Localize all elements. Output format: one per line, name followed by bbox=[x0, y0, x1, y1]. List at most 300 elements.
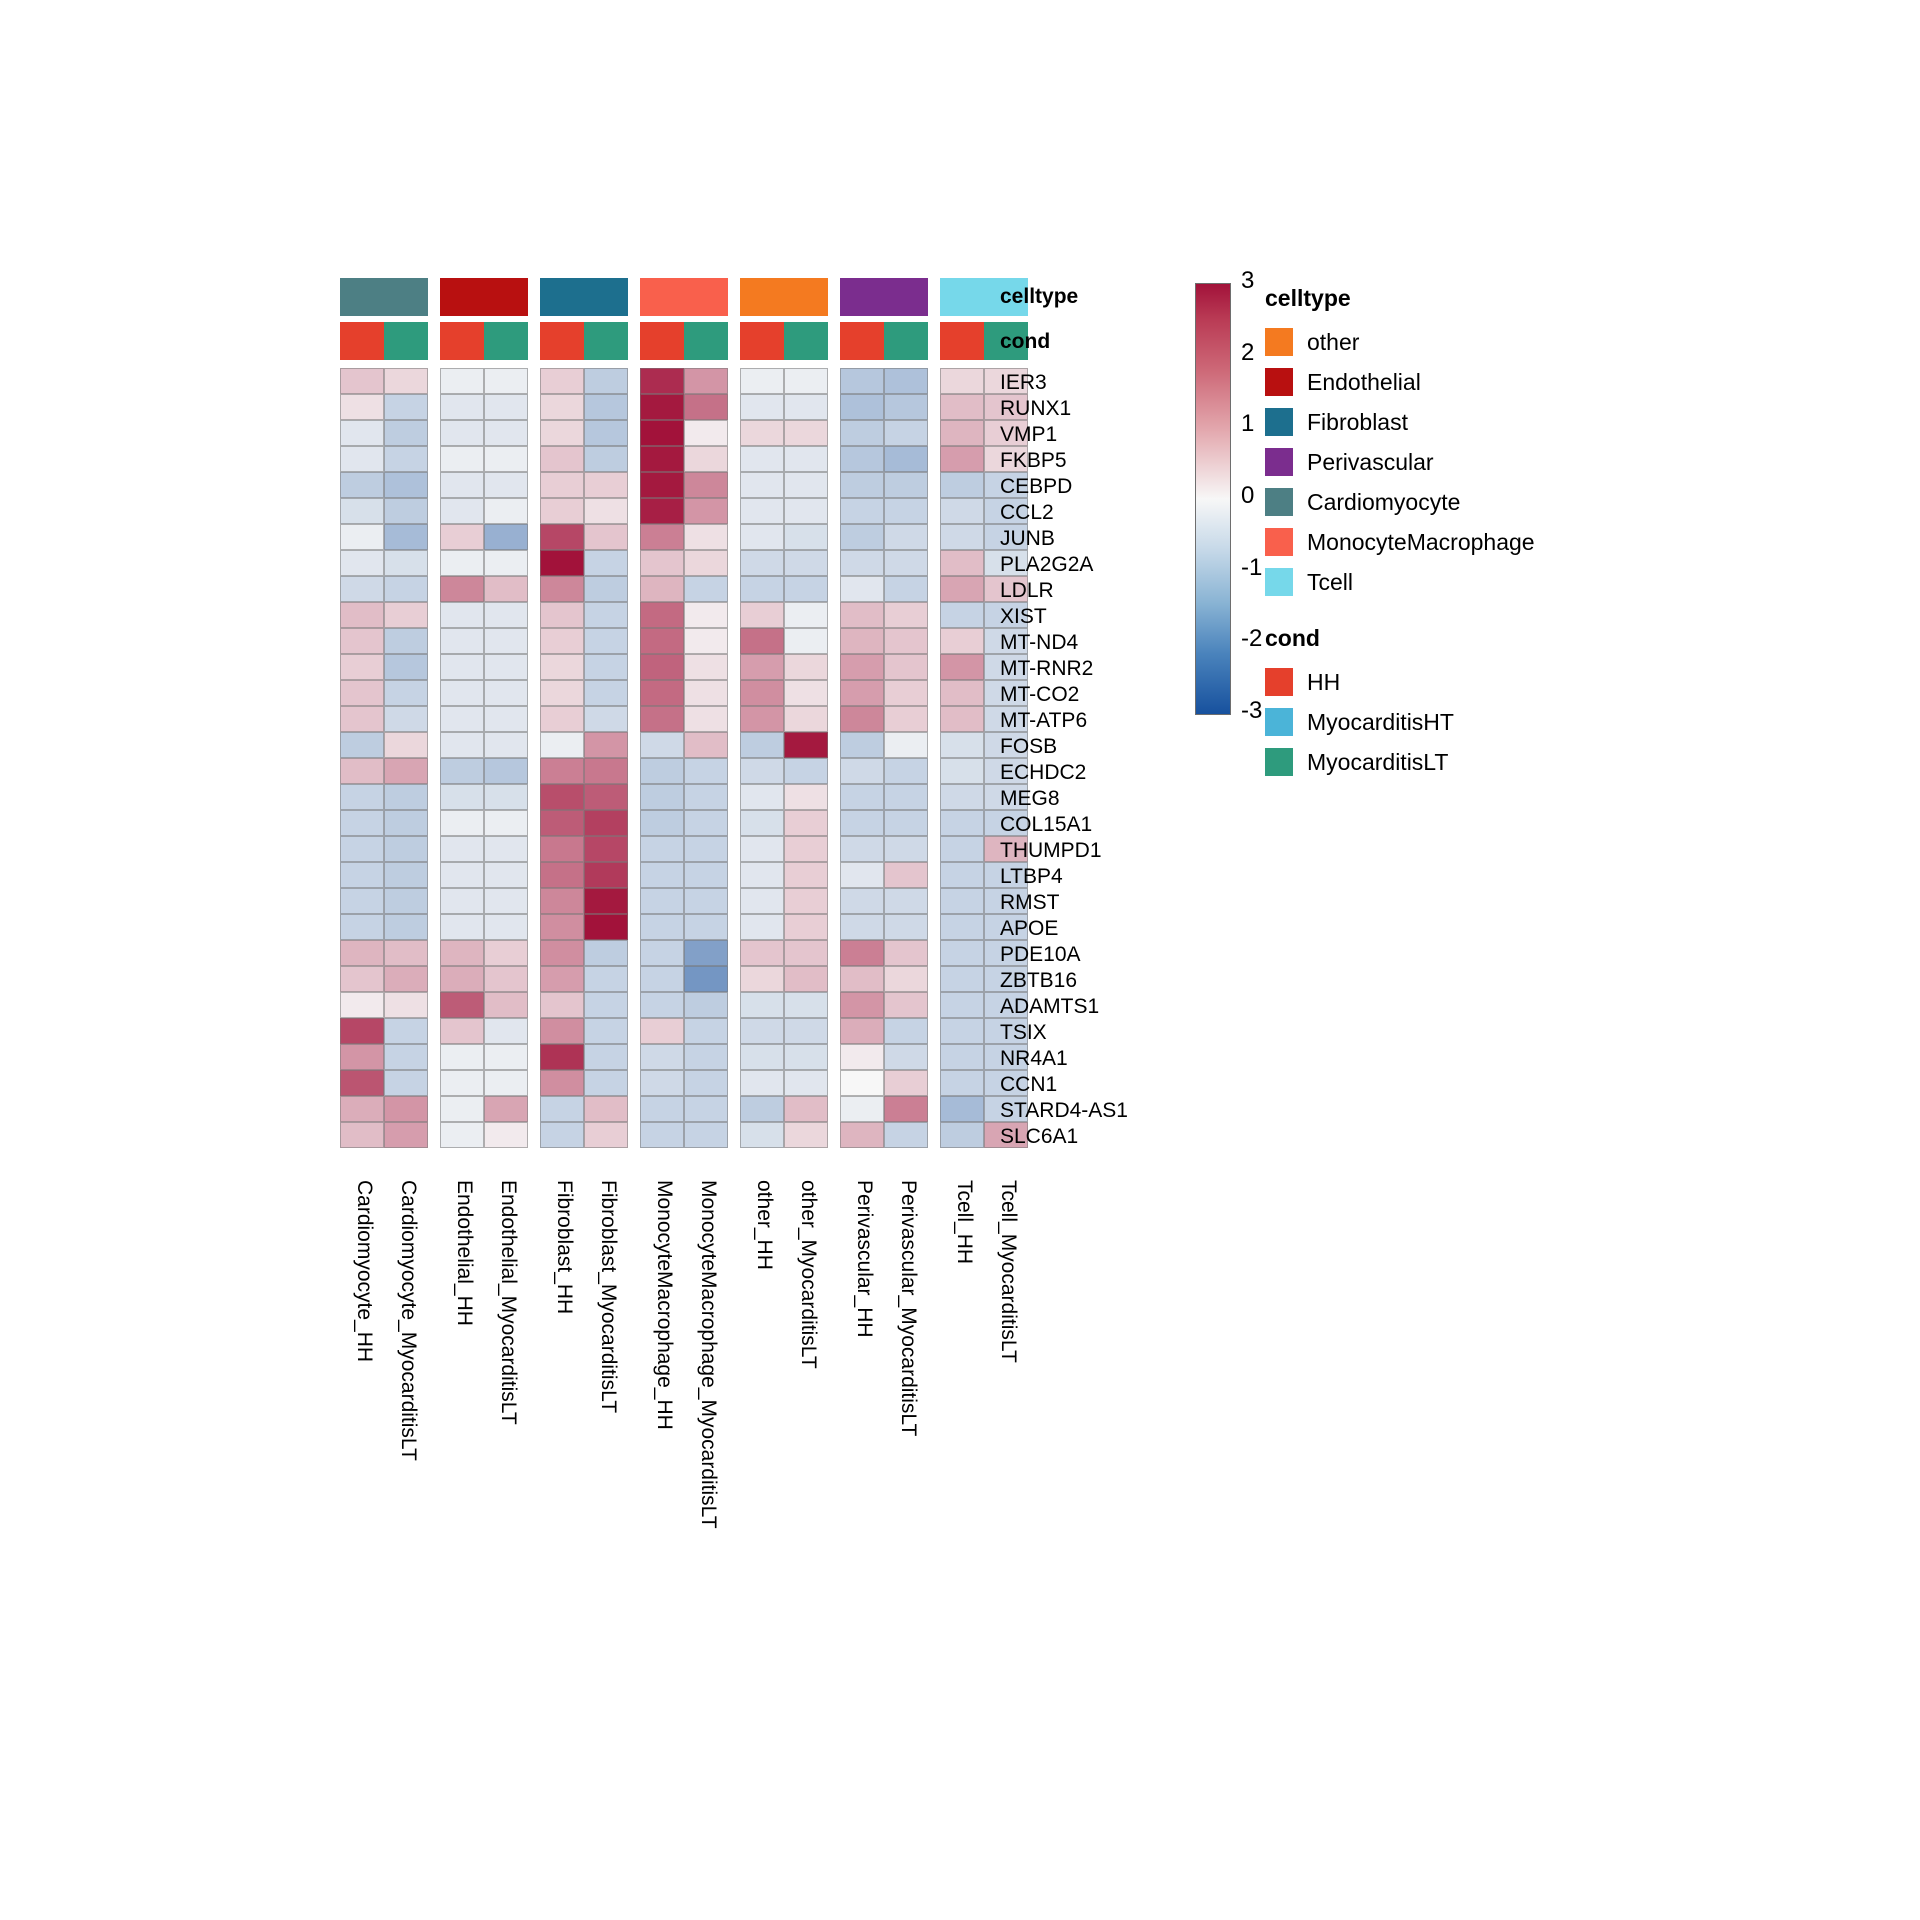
heatmap-cell bbox=[540, 914, 584, 940]
heatmap-row bbox=[340, 472, 1028, 498]
legend-item bbox=[1265, 702, 1454, 742]
celltype-annotation-cell bbox=[584, 278, 628, 316]
heatmap-cell bbox=[940, 966, 984, 992]
heatmap-cell bbox=[484, 680, 528, 706]
heatmap-block-gap bbox=[428, 654, 440, 680]
heatmap-cell bbox=[684, 914, 728, 940]
heatmap-cell bbox=[340, 394, 384, 420]
legend-item bbox=[1265, 362, 1535, 402]
heatmap-cell bbox=[440, 706, 484, 732]
heatmap-cell bbox=[584, 1018, 628, 1044]
heatmap-cell bbox=[484, 1044, 528, 1070]
heatmap-cell bbox=[540, 576, 584, 602]
heatmap-cell bbox=[540, 784, 584, 810]
heatmap-cell bbox=[840, 1070, 884, 1096]
legend-label: Endothelial bbox=[1307, 368, 1421, 395]
heatmap-cell bbox=[940, 394, 984, 420]
heatmap-cell bbox=[540, 524, 584, 550]
legend-item bbox=[1265, 742, 1454, 782]
heatmap-block-gap bbox=[728, 446, 740, 472]
heatmap-cell bbox=[384, 914, 428, 940]
heatmap-cell bbox=[684, 1122, 728, 1148]
heatmap-cell bbox=[684, 550, 728, 576]
legend-item bbox=[1265, 322, 1535, 362]
heatmap-cell bbox=[384, 602, 428, 628]
heatmap-block-gap bbox=[828, 1018, 840, 1044]
heatmap-block-gap bbox=[628, 446, 640, 472]
row-label: CCL2 bbox=[1000, 501, 1054, 524]
heatmap-cell bbox=[740, 732, 784, 758]
legend-swatch bbox=[1265, 528, 1293, 556]
annotation-block-gap bbox=[728, 278, 740, 316]
heatmap-cell bbox=[784, 420, 828, 446]
heatmap-cell bbox=[784, 1096, 828, 1122]
heatmap-cell bbox=[584, 524, 628, 550]
heatmap-cell bbox=[740, 550, 784, 576]
heatmap-cell bbox=[584, 1044, 628, 1070]
heatmap-block-gap bbox=[528, 888, 540, 914]
heatmap-cell bbox=[784, 940, 828, 966]
heatmap-row bbox=[340, 706, 1028, 732]
row-label: THUMPD1 bbox=[1000, 839, 1102, 862]
heatmap-cell bbox=[340, 836, 384, 862]
celltype-annotation-cell bbox=[940, 278, 984, 316]
heatmap-block-gap bbox=[628, 966, 640, 992]
heatmap-cell bbox=[484, 1096, 528, 1122]
celltype-annotation-cell bbox=[540, 278, 584, 316]
heatmap-cell bbox=[884, 472, 928, 498]
heatmap-block-gap bbox=[528, 810, 540, 836]
legend-item bbox=[1265, 562, 1535, 602]
heatmap-cell bbox=[584, 888, 628, 914]
heatmap-cell bbox=[584, 368, 628, 394]
heatmap-cell bbox=[884, 784, 928, 810]
heatmap-cell bbox=[440, 628, 484, 654]
heatmap-cell bbox=[484, 732, 528, 758]
heatmap-row bbox=[340, 420, 1028, 446]
heatmap-cell bbox=[784, 836, 828, 862]
heatmap-block-gap bbox=[428, 550, 440, 576]
heatmap-block-gap bbox=[828, 628, 840, 654]
heatmap-block-gap bbox=[428, 472, 440, 498]
heatmap-row bbox=[340, 914, 1028, 940]
heatmap-cell bbox=[440, 654, 484, 680]
heatmap-block-gap bbox=[928, 758, 940, 784]
heatmap-cell bbox=[784, 862, 828, 888]
heatmap-row bbox=[340, 498, 1028, 524]
heatmap-cell bbox=[840, 1018, 884, 1044]
heatmap-cell bbox=[540, 862, 584, 888]
heatmap-cell bbox=[440, 576, 484, 602]
annotation-block-gap bbox=[428, 322, 440, 360]
heatmap-block-gap bbox=[628, 836, 640, 862]
heatmap-cell bbox=[940, 602, 984, 628]
heatmap-cell bbox=[584, 706, 628, 732]
legend-item bbox=[1265, 662, 1454, 702]
heatmap-cell bbox=[684, 784, 728, 810]
heatmap-block-gap bbox=[728, 628, 740, 654]
legend-item bbox=[1265, 522, 1535, 562]
heatmap-cell bbox=[484, 1018, 528, 1044]
heatmap-block-gap bbox=[528, 446, 540, 472]
heatmap-block-gap bbox=[428, 1018, 440, 1044]
heatmap-cell bbox=[584, 576, 628, 602]
heatmap-cell bbox=[384, 498, 428, 524]
heatmap-cell bbox=[384, 1070, 428, 1096]
heatmap-block-gap bbox=[528, 836, 540, 862]
heatmap-block-gap bbox=[528, 680, 540, 706]
heatmap-cell bbox=[784, 602, 828, 628]
heatmap-cell bbox=[440, 446, 484, 472]
heatmap-cell bbox=[440, 1122, 484, 1148]
heatmap-block-gap bbox=[628, 758, 640, 784]
heatmap-cell bbox=[684, 576, 728, 602]
annotation-block-gap bbox=[428, 278, 440, 316]
heatmap-cell bbox=[340, 550, 384, 576]
heatmap-cell bbox=[740, 1070, 784, 1096]
legend-label: Fibroblast bbox=[1307, 408, 1408, 435]
heatmap-cell bbox=[640, 940, 684, 966]
heatmap-cell bbox=[640, 862, 684, 888]
heatmap-cell bbox=[684, 368, 728, 394]
heatmap-cell bbox=[884, 706, 928, 732]
heatmap-cell bbox=[584, 940, 628, 966]
heatmap-block-gap bbox=[828, 862, 840, 888]
heatmap-cell bbox=[940, 420, 984, 446]
heatmap-cell bbox=[840, 1122, 884, 1148]
celltype-annotation-label: celltype bbox=[1000, 285, 1079, 308]
heatmap-cell bbox=[484, 914, 528, 940]
heatmap-block-gap bbox=[728, 420, 740, 446]
heatmap-cell bbox=[684, 1018, 728, 1044]
heatmap-block-gap bbox=[728, 706, 740, 732]
column-label: Perivascular_HH bbox=[853, 1180, 876, 1338]
celltype-annotation-cell bbox=[840, 278, 884, 316]
celltype-annotation-cell bbox=[684, 278, 728, 316]
heatmap-cell bbox=[740, 524, 784, 550]
heatmap-cell bbox=[840, 1096, 884, 1122]
heatmap-block-gap bbox=[728, 680, 740, 706]
heatmap-block-gap bbox=[828, 966, 840, 992]
annotation-block-gap bbox=[828, 322, 840, 360]
column-label: Cardiomyocyte_HH bbox=[353, 1180, 376, 1363]
heatmap-cell bbox=[684, 654, 728, 680]
row-label: PDE10A bbox=[1000, 943, 1081, 966]
celltype-annotation-cell bbox=[384, 278, 428, 316]
heatmap-cell bbox=[640, 914, 684, 940]
heatmap-cell bbox=[484, 758, 528, 784]
heatmap-block-gap bbox=[528, 1096, 540, 1122]
heatmap-cell bbox=[384, 810, 428, 836]
heatmap-cell bbox=[540, 498, 584, 524]
heatmap-cell bbox=[484, 836, 528, 862]
row-label: FKBP5 bbox=[1000, 449, 1067, 472]
heatmap-cell bbox=[784, 446, 828, 472]
heatmap-row bbox=[340, 446, 1028, 472]
column-label: Endothelial_HH bbox=[453, 1180, 476, 1326]
heatmap-cell bbox=[840, 732, 884, 758]
heatmap-block-gap bbox=[928, 1096, 940, 1122]
heatmap-block-gap bbox=[728, 810, 740, 836]
row-label: NR4A1 bbox=[1000, 1047, 1068, 1070]
heatmap-block-gap bbox=[828, 1096, 840, 1122]
heatmap-block-gap bbox=[828, 524, 840, 550]
cond-annotation-cell bbox=[840, 322, 884, 360]
heatmap-cell bbox=[340, 862, 384, 888]
heatmap-row bbox=[340, 758, 1028, 784]
heatmap-cell bbox=[440, 888, 484, 914]
heatmap-cell bbox=[740, 914, 784, 940]
legend-item bbox=[1265, 482, 1535, 522]
heatmap-cell bbox=[540, 420, 584, 446]
heatmap-cell bbox=[584, 628, 628, 654]
heatmap-cell bbox=[884, 992, 928, 1018]
heatmap-cell bbox=[484, 706, 528, 732]
heatmap-block-gap bbox=[828, 940, 840, 966]
heatmap-block-gap bbox=[628, 992, 640, 1018]
heatmap-block-gap bbox=[828, 1122, 840, 1148]
heatmap-cell bbox=[884, 498, 928, 524]
heatmap-block-gap bbox=[928, 524, 940, 550]
heatmap-cell bbox=[684, 394, 728, 420]
heatmap-row bbox=[340, 1018, 1028, 1044]
heatmap-block-gap bbox=[628, 862, 640, 888]
heatmap-cell bbox=[540, 628, 584, 654]
heatmap-block-gap bbox=[728, 758, 740, 784]
heatmap-row bbox=[340, 732, 1028, 758]
heatmap-cell bbox=[540, 992, 584, 1018]
heatmap-cell bbox=[340, 888, 384, 914]
legend-swatch bbox=[1265, 748, 1293, 776]
heatmap-cell bbox=[940, 1044, 984, 1070]
heatmap-block-gap bbox=[628, 472, 640, 498]
heatmap-cell bbox=[340, 706, 384, 732]
row-labels bbox=[1000, 370, 1128, 1150]
heatmap-cell bbox=[440, 836, 484, 862]
cond-annotation-label: cond bbox=[1000, 330, 1051, 353]
heatmap-cell bbox=[640, 966, 684, 992]
heatmap-cell bbox=[384, 576, 428, 602]
heatmap-cell bbox=[640, 732, 684, 758]
column-label: Tcell_HH bbox=[953, 1180, 976, 1265]
heatmap-cell bbox=[384, 446, 428, 472]
heatmap-cell bbox=[584, 758, 628, 784]
heatmap-block-gap bbox=[928, 1018, 940, 1044]
heatmap-block-gap bbox=[728, 550, 740, 576]
heatmap-block-gap bbox=[828, 758, 840, 784]
heatmap-block-gap bbox=[828, 810, 840, 836]
heatmap-block-gap bbox=[928, 732, 940, 758]
heatmap-cell bbox=[340, 992, 384, 1018]
heatmap-block-gap bbox=[528, 1044, 540, 1070]
heatmap-row bbox=[340, 940, 1028, 966]
heatmap-cell bbox=[540, 368, 584, 394]
heatmap-cell bbox=[884, 654, 928, 680]
heatmap-block-gap bbox=[628, 654, 640, 680]
heatmap-block-gap bbox=[728, 394, 740, 420]
row-label: COL15A1 bbox=[1000, 813, 1093, 836]
heatmap-block-gap bbox=[528, 784, 540, 810]
heatmap-cell bbox=[740, 784, 784, 810]
heatmap-block-gap bbox=[728, 966, 740, 992]
heatmap-cell bbox=[940, 914, 984, 940]
heatmap-block-gap bbox=[428, 914, 440, 940]
heatmap-cell bbox=[784, 1122, 828, 1148]
heatmap-block-gap bbox=[628, 914, 640, 940]
celltype-annotation-cell bbox=[884, 278, 928, 316]
heatmap-block-gap bbox=[928, 602, 940, 628]
heatmap-cell bbox=[640, 1122, 684, 1148]
heatmap-block-gap bbox=[928, 914, 940, 940]
heatmap-cell bbox=[940, 1122, 984, 1148]
heatmap-cell bbox=[740, 888, 784, 914]
heatmap-cell bbox=[484, 472, 528, 498]
heatmap-block-gap bbox=[428, 368, 440, 394]
heatmap-cell bbox=[784, 628, 828, 654]
heatmap-cell bbox=[584, 1122, 628, 1148]
heatmap-row bbox=[340, 602, 1028, 628]
heatmap-cell bbox=[684, 862, 728, 888]
heatmap-cell bbox=[440, 498, 484, 524]
colorbar-tick-label: -3 bbox=[1241, 697, 1263, 724]
cond-annotation-cell bbox=[340, 322, 384, 360]
heatmap-block-gap bbox=[828, 368, 840, 394]
heatmap-cell bbox=[640, 680, 684, 706]
heatmap-block-gap bbox=[628, 524, 640, 550]
celltype-annotation-cell bbox=[640, 278, 684, 316]
cond-annotation-cell bbox=[940, 322, 984, 360]
heatmap-cell bbox=[884, 602, 928, 628]
heatmap-cell bbox=[340, 420, 384, 446]
heatmap-block-gap bbox=[828, 680, 840, 706]
heatmap-cell bbox=[684, 1044, 728, 1070]
heatmap-cell bbox=[740, 394, 784, 420]
heatmap-cell bbox=[884, 446, 928, 472]
heatmap-cell bbox=[540, 1018, 584, 1044]
heatmap-cell bbox=[540, 810, 584, 836]
heatmap-cell bbox=[340, 1018, 384, 1044]
heatmap-block-gap bbox=[928, 836, 940, 862]
row-label: VMP1 bbox=[1000, 423, 1058, 446]
heatmap-block-gap bbox=[428, 888, 440, 914]
heatmap-block-gap bbox=[428, 784, 440, 810]
heatmap-cell bbox=[340, 498, 384, 524]
heatmap-block-gap bbox=[728, 862, 740, 888]
heatmap-cell bbox=[840, 758, 884, 784]
row-label: IER3 bbox=[1000, 371, 1047, 394]
heatmap-cell bbox=[940, 1096, 984, 1122]
heatmap-block-gap bbox=[728, 732, 740, 758]
cond-annotation-cell bbox=[484, 322, 528, 360]
heatmap-block-gap bbox=[528, 524, 540, 550]
heatmap-cell bbox=[840, 966, 884, 992]
row-label: STARD4-AS1 bbox=[1000, 1099, 1128, 1122]
heatmap-cell bbox=[440, 368, 484, 394]
heatmap-cell bbox=[440, 810, 484, 836]
heatmap-block-gap bbox=[728, 368, 740, 394]
heatmap-cell bbox=[740, 472, 784, 498]
heatmap-cell bbox=[484, 992, 528, 1018]
heatmap-block-gap bbox=[428, 498, 440, 524]
heatmap-cell bbox=[440, 1096, 484, 1122]
heatmap-block-gap bbox=[628, 810, 640, 836]
heatmap-block-gap bbox=[728, 1096, 740, 1122]
row-label: XIST bbox=[1000, 605, 1047, 628]
heatmap-block-gap bbox=[428, 1096, 440, 1122]
heatmap-block-gap bbox=[528, 992, 540, 1018]
heatmap-cell bbox=[940, 706, 984, 732]
legend-swatch bbox=[1265, 488, 1293, 516]
heatmap-block-gap bbox=[728, 784, 740, 810]
heatmap-cell bbox=[884, 862, 928, 888]
legend-swatch bbox=[1265, 448, 1293, 476]
heatmap-cell bbox=[884, 1070, 928, 1096]
row-label: SLC6A1 bbox=[1000, 1125, 1079, 1148]
colorbar-tick-label: -1 bbox=[1241, 553, 1263, 581]
heatmap-block-gap bbox=[828, 992, 840, 1018]
heatmap-cell bbox=[484, 420, 528, 446]
legend-label: Tcell bbox=[1307, 568, 1354, 595]
heatmap-cell bbox=[640, 368, 684, 394]
heatmap-cell bbox=[684, 628, 728, 654]
row-label: CCN1 bbox=[1000, 1073, 1058, 1096]
heatmap-cell bbox=[584, 836, 628, 862]
heatmap-cell bbox=[584, 810, 628, 836]
heatmap-cell bbox=[884, 1096, 928, 1122]
heatmap-cell bbox=[440, 420, 484, 446]
heatmap-cell bbox=[540, 1122, 584, 1148]
heatmap-cell bbox=[940, 550, 984, 576]
heatmap-cell bbox=[340, 966, 384, 992]
row-label: RUNX1 bbox=[1000, 397, 1072, 420]
heatmap-cell bbox=[340, 1044, 384, 1070]
heatmap-block-gap bbox=[428, 602, 440, 628]
heatmap-row bbox=[340, 1044, 1028, 1070]
heatmap-row bbox=[340, 810, 1028, 836]
heatmap-block-gap bbox=[528, 1070, 540, 1096]
heatmap-cell bbox=[684, 446, 728, 472]
heatmap-cell bbox=[484, 888, 528, 914]
heatmap-cell bbox=[640, 888, 684, 914]
row-label: PLA2G2A bbox=[1000, 553, 1094, 576]
heatmap-cell bbox=[740, 420, 784, 446]
annotation-block-gap bbox=[728, 322, 740, 360]
heatmap-cell bbox=[340, 628, 384, 654]
heatmap-cell bbox=[840, 628, 884, 654]
heatmap-cell bbox=[484, 602, 528, 628]
heatmap-cell bbox=[884, 524, 928, 550]
heatmap-cell bbox=[784, 888, 828, 914]
heatmap-block-gap bbox=[428, 940, 440, 966]
heatmap-block-gap bbox=[928, 394, 940, 420]
heatmap-cell bbox=[884, 368, 928, 394]
heatmap-cell bbox=[484, 524, 528, 550]
heatmap-block-gap bbox=[528, 706, 540, 732]
heatmap-row bbox=[340, 576, 1028, 602]
heatmap-cell bbox=[584, 862, 628, 888]
heatmap-cell bbox=[640, 1096, 684, 1122]
heatmap-cell bbox=[784, 550, 828, 576]
heatmap-cell bbox=[584, 1096, 628, 1122]
heatmap-cell bbox=[684, 1096, 728, 1122]
heatmap-block-gap bbox=[828, 576, 840, 602]
heatmap-block-gap bbox=[628, 888, 640, 914]
celltype-annotation-cell bbox=[484, 278, 528, 316]
column-label: Fibroblast_MyocarditisLT bbox=[597, 1180, 620, 1414]
heatmap-cell bbox=[540, 1096, 584, 1122]
heatmap-cell bbox=[340, 576, 384, 602]
legend-item bbox=[1265, 402, 1535, 442]
